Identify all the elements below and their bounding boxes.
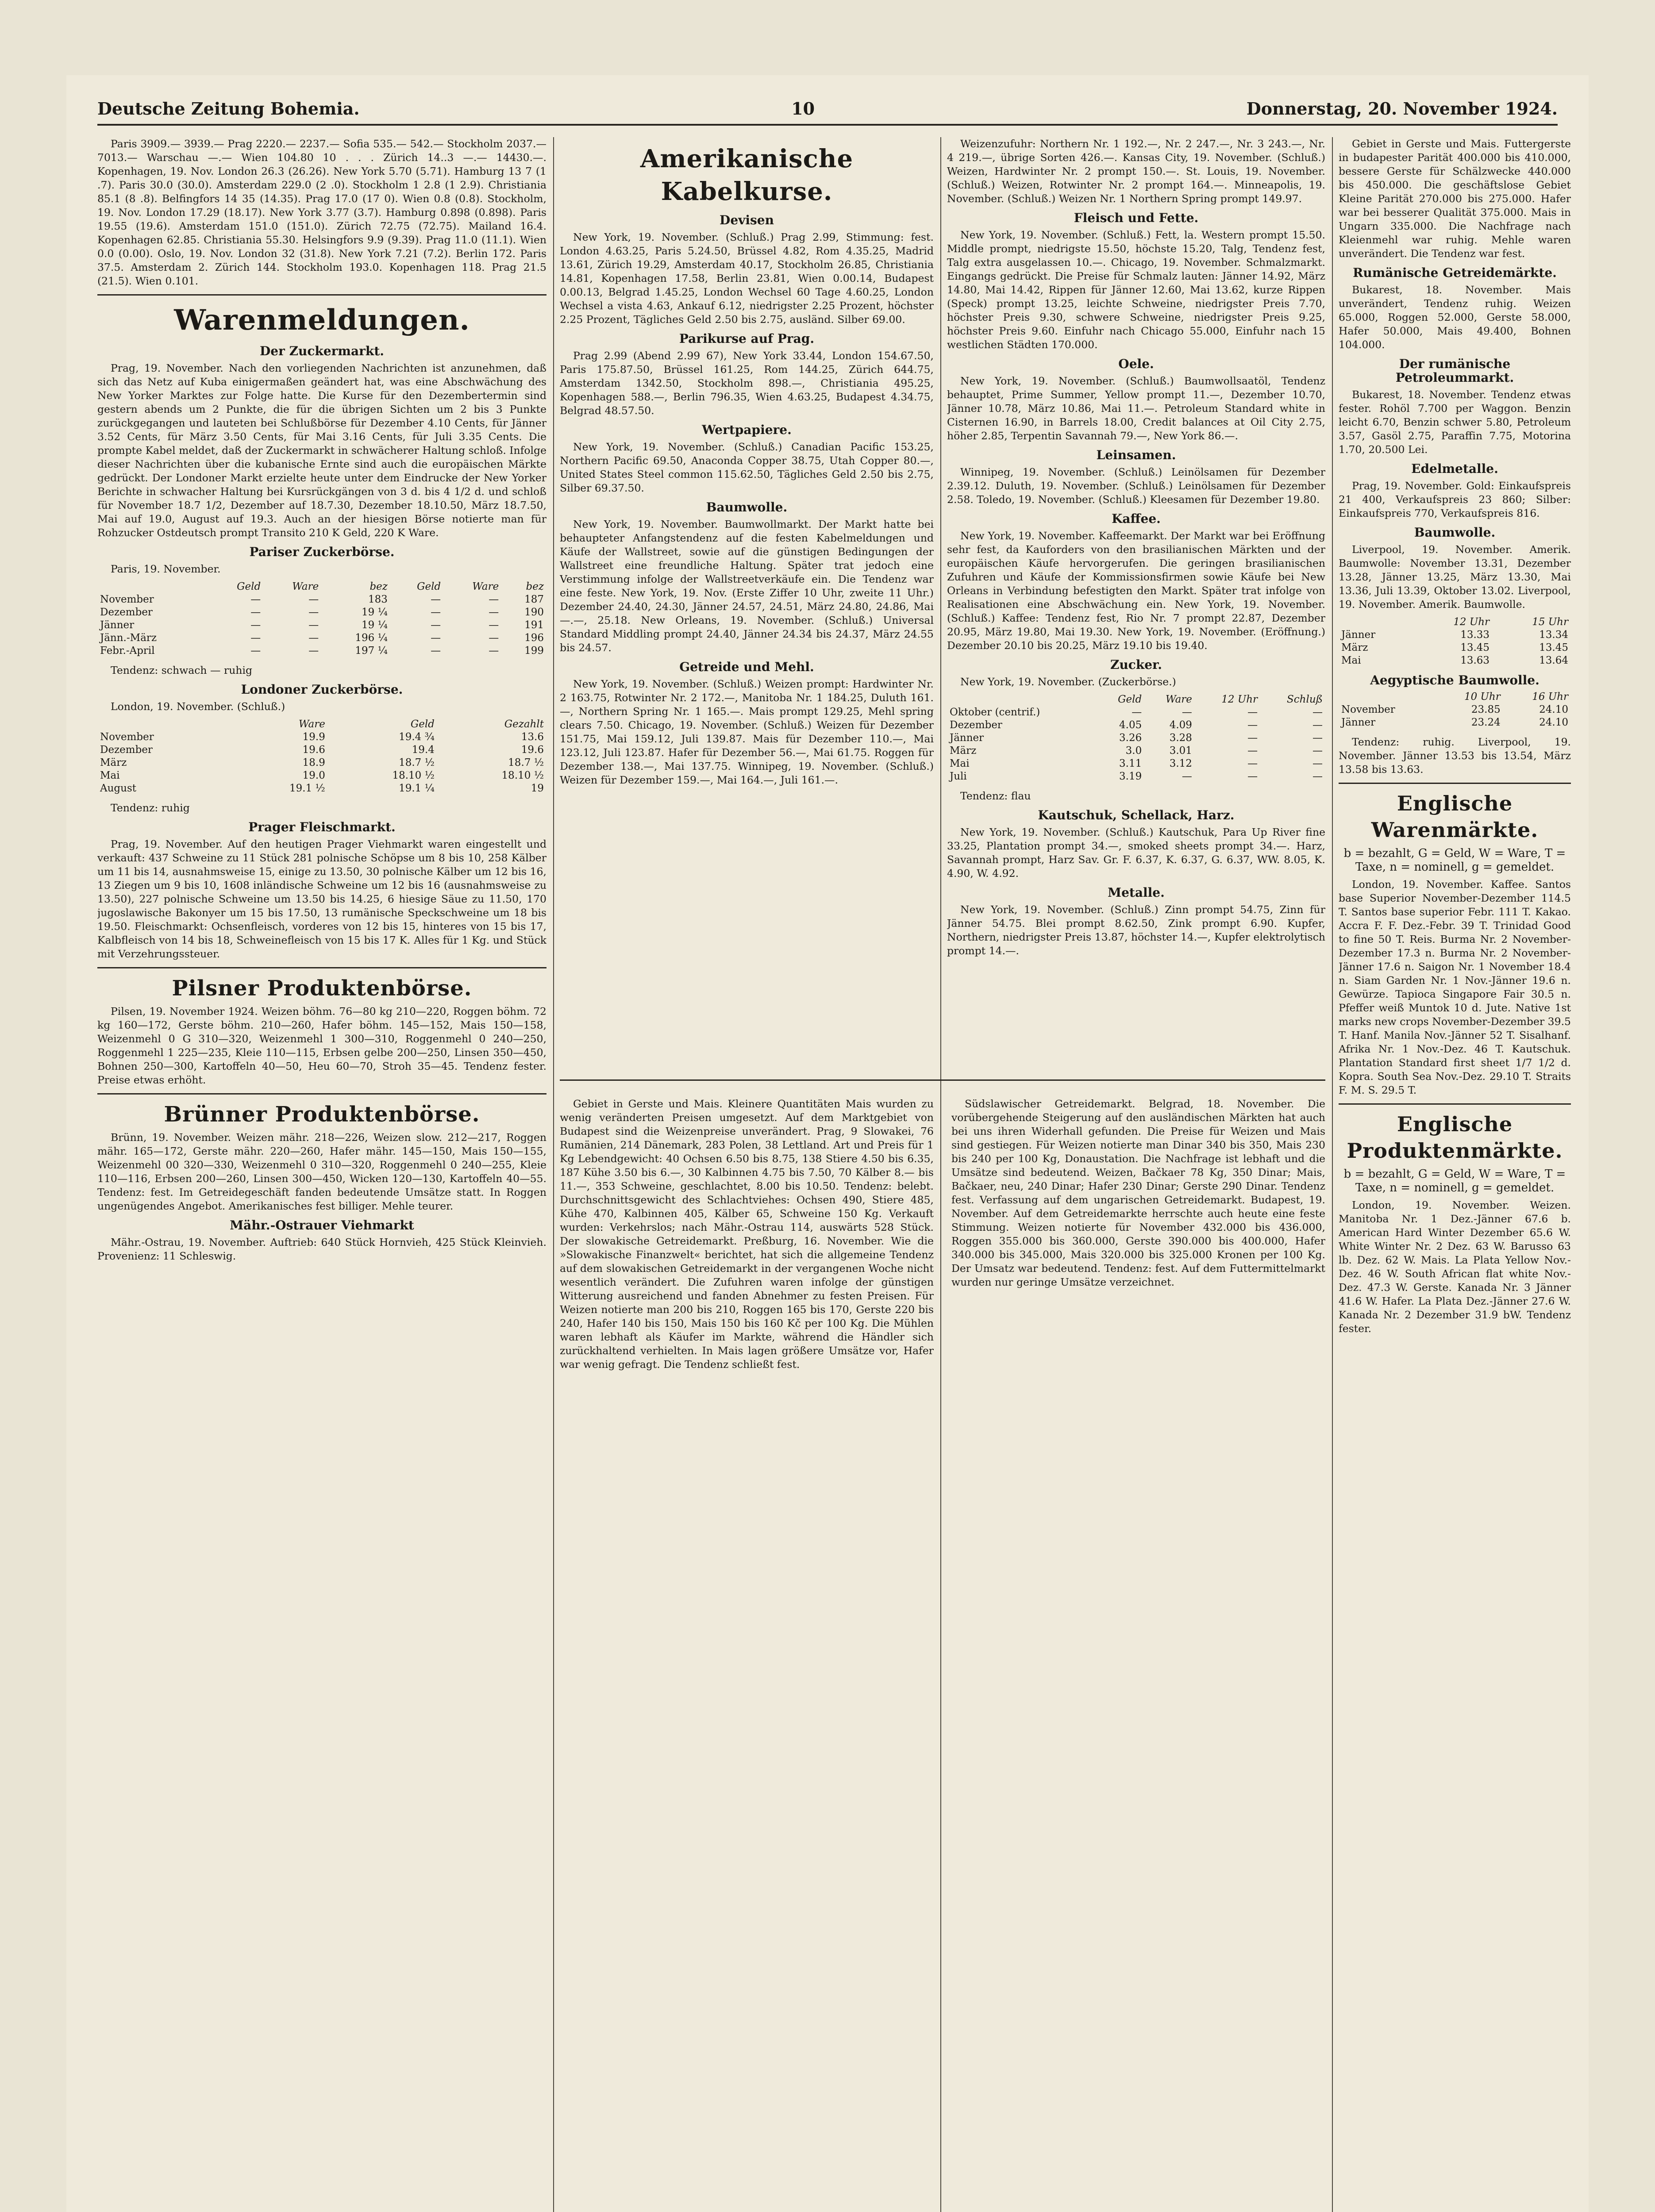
table-cell: 13.34: [1539, 629, 1568, 641]
london-sugar-table: [97, 718, 547, 795]
zuckermarkt-text: Prag, 19. November. Nach den vorliegenden Nachrichten ist anzunehmen, daß sich das Netz auf Kuba einigermaßen geändert hat, was eine Abschwächung des New Yorker Marktes zur Folge hatte. Die Kurse für den Dezembertermin sind gestern abends um 2 Punkte, die für die übrigen Sichten um 2 bis 3 Punkte zurückgegangen und lauteten bei Schlußbörse für Dezember 4.10 Cents, für Jänner 3.52 Cents, für März 3.50 Cents, für Mai 3.16 Cents, für Juli 3.35 Cents. Die prompte Kabel meldet, daß der Zuckermarkt in schwächerer Haltung schloß. Infolge dieser Nachrichten über die kubanische Ernte sind auch die europäischen Märkte gedrückt. Der Londoner Markt erzielte heute unter dem Eindrucke der New Yorker Berichte in schwacher Haltung bei Kursrückgängen von 3 d. bis 4 1/2 d. und schloß für November 18.7 1/2, Dezember auf 18.7.30, Dezember 18.10.50, März 18.7.50, Mai auf 19.0, August auf 19.3. Auch an der hiesigen Börse notierte man für Rohzucker Ostdeutsch prompt Transito 210 K Geld, 220 K Ware.: [97, 362, 547, 539]
table-header: Ware: [1165, 694, 1192, 705]
table-cell: —: [1182, 771, 1192, 782]
divider: [97, 1093, 547, 1094]
paris-sugar-intro: Paris, 19. November.: [111, 563, 221, 575]
newspaper-page: [66, 75, 1589, 2212]
table-cell: —: [250, 594, 261, 605]
table-cell: —: [250, 632, 261, 644]
pilsen-title: Pilsner Produktenbörse.: [172, 976, 472, 1001]
section-title-kabelkurse: Amerikanische Kabelkurse.: [640, 144, 854, 206]
table-cell: 3.19: [1119, 771, 1142, 782]
paris-sugar-heading: Pariser Zuckerbörse.: [249, 545, 395, 559]
baumwolle-heading: Baumwolle.: [706, 500, 788, 515]
table-header-row: [1339, 616, 1571, 629]
baumwolle-text: Liverpool, 19. November. Amerik. Baumwolle: November 13.31, Dezember 13.28, Jänner 13.25, März 13.30, Mai 13.36, Juli 13.39, Oktober 13.02. Liverpool, 19. November. Amerik. Baumwolle.: [1339, 543, 1571, 611]
table-cell: 18.9: [302, 757, 325, 768]
table-cell: —: [1312, 732, 1323, 744]
table-row: [97, 606, 547, 619]
divider: [97, 967, 547, 968]
table-row: [947, 770, 1325, 783]
table-cell: —: [431, 632, 441, 644]
kautschuk-heading: Kautschuk, Schellack, Harz.: [1038, 808, 1235, 822]
lower-wide-block: [560, 1097, 1325, 2212]
table-row: [97, 645, 547, 657]
divider: [560, 1079, 1325, 1081]
table-cell: 19.1 ¼: [399, 783, 435, 794]
page-number: 10: [791, 98, 815, 119]
parikurse-heading: Parikurse auf Prag.: [679, 331, 815, 346]
baumwolle-text: New York, 19. November. Baumwollmarkt. Der Markt hatte bei behaupteter Anfangstendenz auf die festen Kabelmeldungen und Käufe der Wallstreet, sowie auf die günstigen Bedingungen der Wallstreet eine freundliche Haltung. Später trat jedoch eine Verstimmung infolge der Wallstreetverkäufe ein. Die Tendenz war eine feste. New York, 19. Nov. (Erste Ziffer 10 Uhr, zweite 11 Uhr.) Dezember 24.40, 24.30, Jänner 24.57, 24.51, März 24.80, 24.86, Mai —.—, 25.18. New Orleans, 19. November. (Schluß.) Universal Standard Middling prompt 24.40, Jänner 24.34 bis 24.37, März 24.55 bis 24.57.: [560, 518, 934, 654]
table-cell: 13.64: [1539, 655, 1568, 666]
table-cell: —: [1247, 771, 1258, 782]
table-cell: 23.24: [1471, 717, 1501, 728]
kaffee-text: New York, 19. November. Kaffeemarkt. Der Markt war bei Eröffnung sehr fest, da Kauforders von den brasilianischen Märkten und der europäischen Käufe hervorgerufen. Die geringen brasilianischen Zufuhren und Käufe der Kommissionsfirmen sowie Käufe bei New Orleans in Verbindung befestigten den Markt. Später trat infolge von Realisationen eine Abschwächung ein. New York, 19. November. (Schluß.) Kaffee: Tendenz fest, Rio Nr. 7 prompt 22.87, Dezember 20.95, März 19.80, Mai 19.30. New York, 19. November. (Eröffnung.) Dezember 20.10 bis 20.25, März 19.10 bis 19.40.: [947, 530, 1325, 652]
table-cell: —: [1247, 719, 1258, 731]
table-cell: —: [308, 607, 319, 618]
table-cell: Juli: [950, 771, 967, 782]
suedslawisch-text: Südslawischer Getreidemarkt. Belgrad, 18. November. Die vorübergehende Steigerung auf den ausländischen Märkten hat auch bei uns ihren Widerhall gefunden. Die Preise für Weizen und Mais sind gestiegen. Für Weizen notierte man Dinar 340 bis 350, Mais 230 bis 240 per 100 Kg, Donaustation. Die Nachfrage ist lebhaft und die Umsätze sind bedeutend. Weizen, Bačkaer 78 Kg, 350 Dinar; Mais, Bačkaer, neu, 240 Dinar; Hafer 230 Dinar; Gerste 290 Dinar. Tendenz fest. Verfassung auf dem ungarischen Getreidemarkt. Budapest, 19. November. Auf dem Getreidemarkte herrschte auch heute eine feste Stimmung. Weizen notierte für November 432.000 bis 436.000, Roggen 355.000 bis 360.000, Gerste 390.000 bis 400.000, Hafer 340.000 bis 345.000, Mais 320.000 bis 325.000 Kronen per 100 Kg. Der Umsatz war bedeutend. Tendenz: fest. Auf dem Futtermittelmarkt wurden nur geringe Umsätze verzeichnet.: [951, 1098, 1325, 1288]
table-cell: 3.0: [1125, 745, 1142, 757]
petrol-text: Bukarest, 18. November. Tendenz etwas fester. Rohöl 7.700 per Waggon. Benzin leicht 6.70, Benzin schwer 5.80, Petroleum 3.57, Gasöl 2.75, Paraffin 7.75, Motorina 1.70, 20.500 Lei.: [1339, 388, 1571, 456]
table-cell: —: [489, 607, 499, 618]
london-sugar-intro: London, 19. November. (Schluß.): [111, 700, 285, 713]
table-header: Ware: [472, 581, 499, 592]
table-cell: 13.45: [1539, 642, 1568, 653]
paris-sugar-table: [97, 580, 547, 657]
englische-produktenmaerkte-title: Englische Produktenmärkte.: [1347, 1112, 1563, 1163]
table-cell: 190: [524, 607, 544, 618]
table-cell: —: [431, 645, 441, 657]
produkte-text: London, 19. November. Weizen. Manitoba Nr. 1 Dez.-Jänner 67.6 b. American Hard Winter Dezember 65.6 W. White Winter Nr. 2 Dez. 63 W. Barusso 63 lb. Dez. 62 W. Mais. La Plata Yellow Nov.-Dez. 46 W. South African flat white Nov.-Dez. 47.3 W. Gerste. Kanada Nr. 3 Jänner 41.6 W. Hafer. La Plata Dez.-Jänner 27.6 W. Kanada Nr. 2 Dezember 31.9 bW. Tendenz fester.: [1339, 1199, 1571, 1335]
table-cell: Jänner: [100, 619, 135, 631]
column-1: [97, 137, 547, 2212]
liverpool-table: [1339, 616, 1571, 667]
bruenn-title: Brünner Produktenbörse.: [164, 1102, 480, 1127]
table-cell: 18.7 ½: [508, 757, 544, 768]
table-cell: —: [250, 619, 261, 631]
petrol-heading: Der rumänische Petroleummarkt.: [1395, 357, 1514, 385]
table-header: [1339, 691, 1436, 703]
englische-text: London, 19. November. Kaffee. Santos base Superior November-Dezember 114.5 T. Santos base superior Febr. 111 T. Kakao. Accra F. F. Dez.-Febr. 39 T. Trinidad Good to fine 50 T. Reis. Burma Nr. 2 November-Dezember 17.3 n. Burma Nr. 2 November-Jänner 17.6 n. Saigon Nr. 1 November 18.4 n. Siam Garden Nr. 1 Nov.-Jänner 19.6 n. Gewürze. Tapioca Singapore Fair 30.5 n. Pfeffer weiß Muntok 10 d. Jute. Native 1st marks new crops November-Dezember 39.5 T. Hanf. Manila Nov.-Jänner 52 T. Sisalhanf. Afrika Nr. 1 Nov.-Dez. 46 T. Kautschuk. Plantation Standard first sheet 1/7 1/2 d. Kopra. South Sea Nov.-Dez. 29.10 T. Straits F. M. S. 29.5 T.: [1339, 878, 1571, 1096]
masthead-title: Deutsche Zeitung Bohemia.: [97, 98, 360, 119]
table-header: bez: [369, 581, 388, 592]
table-row: [947, 706, 1325, 719]
table-cell: —: [1132, 707, 1142, 718]
table-cell: 13.45: [1460, 642, 1490, 653]
pilsen-text: Pilsen, 19. November 1924. Weizen böhm. 76—80 kg 210—220, Roggen böhm. 72 kg 160—172, Gerste böhm. 210—260, Hafer böhm. 145—152, Mais 150—158, Weizenmehl 0 G 310—320, Weizenmehl 1 300—310, Roggenmehl 0 240—250, Roggenmehl 1 225—235, Kleie 110—115, Erbsen gelbe 200—250, Linsen 350—450, Bohnen 250—300, Kartoffeln 40—50, Heu 60—70, Stroh 35—45. Tendenz fester. Preise etwas erhöht.: [97, 1005, 547, 1086]
table-cell: 18.10 ½: [501, 770, 544, 781]
leinsamen-heading: Leinsamen.: [1096, 448, 1176, 462]
table-cell: —: [1312, 771, 1323, 782]
weizenzufuhr-text: Weizenzufuhr: Northern Nr. 1 192.—, Nr. 2 247.—, Nr. 3 243.—, Nr. 4 219.—, übrige Sorten 426.—. Kansas City, 19. November. (Schluß.) Weizen, Hardwinter Nr. 2 prompt 150.—. St. Louis, 19. November. (Schluß.) Weizen, Rotwinter Nr. 2 prompt 164.—. Minneapolis, 19. November. (Schluß.) Weizen Nr. 1 Northern Spring prompt 149.97.: [947, 138, 1325, 205]
table-header: Geld: [410, 718, 435, 730]
table-header: 10 Uhr: [1464, 691, 1501, 703]
wertpapiere-text: New York, 19. November. (Schluß.) Canadian Pacific 153.25, Northern Pacific 69.50, Anaconda Copper 38.75, Utah Copper 80.—, United States Steel common 115.62.50, Tägliches Geld 2.50 bis 2.75, Silber 69.37.50.: [560, 441, 934, 494]
table-row: [947, 757, 1325, 770]
table-cell: 199: [524, 645, 544, 657]
issue-date: Donnerstag, 20. November 1924.: [1246, 98, 1558, 119]
column-rule: [553, 137, 554, 2212]
table-cell: 24.10: [1539, 717, 1568, 728]
table-cell: 13.33: [1460, 629, 1490, 641]
table-cell: März: [950, 745, 977, 757]
getreide-text: New York, 19. November. (Schluß.) Weizen prompt: Hardwinter Nr. 2 163.75, Rotwinter Nr. 2 172.—, Manitoba Nr. 1 184.25, Duluth 161.—, Northern Spring Nr. 1 165.—. Mais prompt 129.25, Mehl spring clears 7.50. Chicago, 19. November. (Schluß.) Weizen für Dezember 151.75, Mai 159.12, Juli 139.87. Mais für Dezember 110.—, Mai 123.12, Juli 123.87. Hafer für Dezember 56.—, Mai 61.75. Roggen für Dezember 138.—, Mai 137.75. Winnipeg, 19. November. (Schluß.) Weizen für Dezember 159.—, Mai 164.—, Juli 161.—.: [560, 678, 934, 786]
table-header: Ware: [292, 581, 319, 592]
table-row: [97, 593, 547, 606]
oele-heading: Oele.: [1118, 357, 1154, 371]
zucker-heading: Zucker.: [1110, 657, 1162, 672]
column-rule: [1332, 137, 1333, 2212]
divider: [97, 294, 547, 296]
table-cell: Jänn.-März: [100, 632, 157, 644]
running-head: [97, 93, 1558, 126]
devisen-heading: Devisen: [720, 213, 774, 227]
table-header: [1339, 616, 1413, 629]
table-cell: Mai: [950, 758, 970, 769]
table-cell: —: [1247, 707, 1258, 718]
table-cell: 23.85: [1471, 704, 1501, 715]
table-header: 16 Uhr: [1532, 691, 1568, 703]
table-cell: 13.6: [521, 731, 544, 743]
table-cell: November: [1341, 704, 1395, 715]
table-cell: —: [1247, 758, 1258, 769]
table-cell: —: [1312, 707, 1323, 718]
table-cell: 196 ¼: [355, 632, 388, 644]
aegypt-table: [1339, 691, 1571, 729]
table-header: Geld: [237, 581, 261, 592]
table-header: Geld: [1118, 694, 1142, 705]
table-cell: 19.0: [302, 770, 325, 781]
table-cell: 24.10: [1539, 704, 1568, 715]
table-cell: 19.1 ½: [289, 783, 325, 794]
edelmetalle-heading: Edelmetalle.: [1411, 461, 1498, 476]
table-cell: 4.09: [1169, 719, 1192, 731]
table-header: 15 Uhr: [1532, 616, 1568, 628]
rumaen-heading: Rumänische Getreidemärkte.: [1353, 265, 1557, 280]
table-row: [947, 719, 1325, 732]
table-cell: —: [431, 619, 441, 631]
zucker-tendency: Tendenz: flau: [960, 790, 1031, 802]
table-cell: 3.01: [1169, 745, 1192, 757]
table-cell: —: [431, 607, 441, 618]
table-cell: —: [1312, 745, 1323, 757]
kaffee-heading: Kaffee.: [1112, 511, 1161, 526]
table-cell: 3.26: [1119, 732, 1142, 744]
oele-text: New York, 19. November. (Schluß.) Baumwollsaatöl, Tendenz behauptet, Prime Summer, Yellow prompt 11.—, Dezember 10.70, Jänner 10.78, März 10.86, Mai 11.—. Petroleum Standard white in Cisternen 16.90, in Barrels 18.00, Credit balances at Oil City 2.75, höher 2.85, Terpentin Savannah 79.—, New York 86.—.: [947, 375, 1325, 442]
table-cell: November: [100, 731, 154, 743]
table-cell: —: [308, 619, 319, 631]
table-row: [947, 732, 1325, 745]
englische-legend: b = bezahlt, G = Geld, W = Ware, T = Taxe, n = nominell, g = gemeldet.: [1343, 847, 1566, 874]
table-row: [1339, 629, 1571, 641]
table-header: 12 Uhr: [1221, 694, 1258, 705]
table-row: [1339, 703, 1571, 716]
table-cell: —: [1182, 707, 1192, 718]
table-cell: 18.10 ½: [392, 770, 435, 781]
fleischmarkt-heading: Prager Fleischmarkt.: [248, 820, 396, 834]
rumaen-text: Bukarest, 18. November. Mais unverändert, Tendenz ruhig. Weizen 65.000, Roggen 52.000, Gerste 58.000, Hafer 50.000, Mais 49.400, Bohnen 104.000.: [1339, 284, 1571, 351]
wertpapiere-heading: Wertpapiere.: [702, 422, 792, 437]
table-cell: —: [489, 594, 499, 605]
table-cell: —: [1247, 732, 1258, 744]
table-header: Geld: [417, 581, 441, 592]
table-cell: —: [1312, 758, 1323, 769]
ostrau-text: Mähr.-Ostrau, 19. November. Auftrieb: 640 Stück Hornvieh, 425 Stück Kleinvieh. Provenienz: 11 Schleswig.: [97, 1236, 547, 1262]
table-row: [97, 744, 547, 757]
lower-left-text: [560, 1097, 934, 2212]
table-cell: 3.12: [1169, 758, 1192, 769]
table-cell: März: [1341, 642, 1368, 653]
table-cell: —: [250, 645, 261, 657]
column-2: [560, 137, 934, 1088]
divider: [1339, 1103, 1571, 1105]
table-cell: —: [1247, 745, 1258, 757]
table-cell: —: [489, 645, 499, 657]
kautschuk-text: New York, 19. November. (Schluß.) Kautschuk, Para Up River fine 33.25, Plantation prompt 34.—, smoked sheets prompt 34.—. Harz, Savannah prompt, Harz Sav. Gr. F. 6.37, K. 6.37, G. 6.37, WW. 8.05, K. 4.90, W. 4.92.: [947, 826, 1325, 879]
table-cell: Jänner: [950, 732, 984, 744]
table-cell: 3.28: [1169, 732, 1192, 744]
table-row: [97, 769, 547, 782]
table-cell: 19.6: [302, 744, 325, 756]
gerste-mais-text: Gebiet in Gerste und Mais. Futtergerste in budapester Parität 400.000 bis 410.000, bessere Gerste für Schälzwecke 440.000 bis 450.000. Die geschäftslose Gebiet Kleine Parität 270.000 bis 275.000. Hafer war bei besserer Qualität 375.000. Mais in Ungarn 335.000. Die Nachfrage nach Kleienmehl war ruhig. Mehle waren unverändert. Die Tendenz war fest.: [1339, 138, 1571, 260]
table-cell: 13.63: [1460, 655, 1490, 666]
table-row: [947, 745, 1325, 757]
metalle-heading: Metalle.: [1108, 885, 1165, 900]
table-header: bez: [526, 581, 544, 592]
table-cell: August: [100, 783, 137, 794]
table-cell: Dezember: [100, 607, 153, 618]
zuckermarkt-heading: Der Zuckermarkt.: [259, 344, 384, 358]
aegypt-heading: Aegyptische Baumwolle.: [1370, 673, 1540, 687]
table-cell: 4.05: [1119, 719, 1142, 731]
table-cell: 19.9: [302, 731, 325, 743]
table-header: [947, 693, 1098, 706]
table-row: [97, 619, 547, 632]
table-cell: —: [1312, 719, 1323, 731]
table-cell: Dezember: [950, 719, 1002, 731]
parikurse-text: Prag 2.99 (Abend 2.99 67), New York 33.44, London 154.67.50, Paris 175.87.50, Brüssel 161.25, Rom 144.25, Zürich 644.75, Amsterdam 1342.50, Stockholm 898.—, Christiania 495.25, Kopenhagen 588.—, Berlin 796.35, Wien 4.63.25, Budapest 4.34.75, Belgrad 48.57.50.: [560, 349, 934, 417]
table-cell: 19 ¼: [362, 619, 388, 631]
fleisch-fette-heading: Fleisch und Fette.: [1074, 211, 1199, 225]
table-row: [97, 757, 547, 769]
table-cell: 19.4: [412, 744, 435, 756]
baumwolle-heading: Baumwolle.: [1414, 525, 1496, 540]
table-cell: 18.7 ½: [399, 757, 435, 768]
table-cell: 19.4 ¾: [399, 731, 435, 743]
table-row: [1339, 654, 1571, 667]
exchange-rates-text: Paris 3909.— 3939.— Prag 2220.— 2237.— Sofia 535.— 542.— Stockholm 2037.— 7013.— Warschau —.— Wien 104.80 10 . . . Zürich 14..3 —.— 14430.—. Kopenhagen, 19. Nov. London 26.3 (26.26). New York 5.70 (5.71). Hamburg 13 7 (1 .7). Paris 30.0 (30.0). Amsterdam 229.0 (2 .0). Stockholm 1 2.8 (1 2.9). Christiania 85.1 (8 .8). Belfingfors 14 35 (14.35). Prag 17.0 (17 0). Wien 0.8 (0.8). Stockholm, 19. Nov. London 17.29 (18.17). New York 3.77 (3.7). Hamburg 0.898 (0.898). Paris 19.55 (19.6). Amsterdam 151.0 (151.0). Zürich 72.75 (72.75). Mailand 16.4. Kopenhagen 62.85. Christiania 55.30. Helsingfors 9.9 (9.39). Prag 11.0 (11.1). Wien 0.0 (0.00). Oslo, 19. Nov. London 32 (31.8). New York 7.21 (7.2). Berlin 172. Paris 37.5. Amsterdam 2. Zürich 144. Stockholm 193.0. Kopenhagen 118. Prag 21.5 (21.5). Wien 0.101.: [97, 138, 547, 287]
table-header: [97, 580, 210, 593]
section-title-warenmeldungen: Warenmeldungen.: [174, 303, 470, 337]
fleisch-fette-text: New York, 19. November. (Schluß.) Fett, la. Western prompt 15.50. Middle prompt, niedrigste 15.50, höchste 15.20, Talg, Tendenz fest, Talg extra ausgelassen 10.—. Chicago, 19. November. Schmalzmarkt. Eingangs gedrückt. Die Preise für Schmalz lauten: Jänner 14.92, März 14.80, Mai 14.42, Rippen für Jänner 12.60, Mai 13.62, kurze Rippen (Speck) prompt 13.25, leichte Schweine, niedrigster Preis 7.70, höchster Preis 9.30, schwere Schweine, niedrigster Preis 9.25, höchster Preis 9.60. Einfuhr nach Chicago 55.000, Einfuhr nach 15 westlichen Städten 170.000.: [947, 229, 1325, 351]
table-cell: Jänner: [1341, 629, 1376, 641]
table-cell: März: [100, 757, 127, 768]
london-sugar-tendency: Tendenz: ruhig: [111, 802, 190, 814]
table-cell: 19.6: [521, 744, 544, 756]
table-cell: 19: [531, 783, 544, 794]
table-cell: 19 ¼: [362, 607, 388, 618]
table-cell: Oktober (centrif.): [950, 707, 1040, 718]
table-cell: —: [489, 619, 499, 631]
zucker-intro: New York, 19. November. (Zuckerbörse.): [960, 676, 1176, 688]
table-header: 12 Uhr: [1453, 616, 1490, 628]
table-header-row: [97, 718, 547, 731]
aegypt-tendency: Tendenz: ruhig. Liverpool, 19. November. Jänner 13.53 bis 13.54, März 13.58 bis 13.63.: [1339, 736, 1571, 776]
table-row: [97, 782, 547, 795]
table-cell: Febr.-April: [100, 645, 155, 657]
table-cell: —: [489, 632, 499, 644]
table-header: Gezahlt: [504, 718, 544, 730]
table-header-row: [947, 693, 1325, 706]
table-cell: 3.11: [1119, 758, 1142, 769]
table-cell: —: [308, 645, 319, 657]
getreide-heading: Getreide und Mehl.: [679, 660, 814, 674]
slowakei-text: Gebiet in Gerste und Mais. Kleinere Quantitäten Mais wurden zu wenig veränderten Preisen umgesetzt. Auf dem Marktgebiet von Budapest sind die Weizenpreise unverändert. Prag, 9 Slowakei, 76 Rumänien, 214 Dänemark, 283 Polen, 38 Lettland. Art und Preis für 1 Kg Lebendgewicht: 40 Ochsen 6.50 bis 8.75, 138 Stiere 4.50 bis 6.35, 187 Kühe 3.50 bis 6.—, 30 Kalbinnen 4.75 bis 7.50, 70 Kälber 8.— bis 11.—, 353 Schweine, geschlachtet, 8.00 bis 10.50. Tendenz: belebt. Durchschnittsgewicht des Schlachtviehes: Ochsen 490, Stiere 485, Kühe 470, Kalbinnen 405, Kälber 65, Schweine 150 Kg. Verkauft wurden: Verkehrslos; nach Mähr.-Ostrau 114, auswärts 528 Stück. Der slowakische Getreidemarkt. Preßburg, 16. November. Wie die »Slowakische Finanzwelt« berichtet, hat sich die allgemeine Tendenz auf dem slowakischen Getreidemarkt in der vergangenen Woche nicht wesentlich verändert. Die Zufuhren waren infolge der günstigen Witterung ausreichend und fanden Abnehmer zu festen Preisen. Für Weizen notierte man 200 bis 210, Roggen 165 bis 170, Gerste 220 bis 240, Hafer 140 bis 150, Mais 150 bis 160 Kč per 100 Kg. Die Mühlen waren lebhaft als Käufer im Markte, während die Händler sich zurückhaltend verhielten. In Mais lagen größere Umsätze vor, Hafer war wenig gefragt. Die Tendenz schließt fest.: [560, 1098, 934, 1371]
table-cell: —: [308, 632, 319, 644]
table-cell: Jänner: [1341, 717, 1376, 728]
table-header: Schluß: [1287, 694, 1323, 705]
table-cell: —: [250, 607, 261, 618]
englische-warenmaerkte-title: Englische Warenmärkte.: [1371, 791, 1539, 842]
metalle-text: New York, 19. November. (Schluß.) Zinn prompt 54.75, Zinn für Jänner 54.75. Blei prompt 8.62.50, Zink prompt 6.90. Kupfer, Northern, niedrigster Preis 13.87, höchster 14.—, Kupfer elektrolytisch prompt 14.—.: [947, 903, 1325, 957]
table-cell: 196: [524, 632, 544, 644]
table-cell: Mai: [1341, 655, 1361, 666]
edelmetalle-text: Prag, 19. November. Gold: Einkaufspreis 21 400, Verkaufspreis 23 860; Silber: Einkaufspreis 770, Verkaufspreis 816.: [1339, 480, 1571, 519]
column-4: [1339, 137, 1571, 2212]
ostrau-heading: Mähr.-Ostrauer Viehmarkt: [230, 1218, 414, 1233]
london-sugar-heading: Londoner Zuckerbörse.: [241, 682, 403, 697]
devisen-text: New York, 19. November. (Schluß.) Prag 2.99, Stimmung: fest. London 4.63.25, Paris 5.24.50, Brüssel 4.82, Rom 4.35.25, Madrid 13.61, Zürich 19.29, Amsterdam 40.17, Stockholm 26.85, Christiania 14.81, Kopenhagen 17.58, Berlin 23.81, Wien 0.00.14, Budapest 0.00.13, Belgrad 1.45.25, London Wechsel 60 Tage 4.60.25, London Wechsel a vista 4.63, Ankauf 6.12, niedrigster 2.25 Prozent, höchster 2.25 Prozent, Tägliches Geld 2.50 bis 2.75, ausländ. Silber 69.00.: [560, 231, 934, 326]
table-cell: 197 ¼: [355, 645, 388, 657]
table-row: [1339, 716, 1571, 729]
table-row: [97, 731, 547, 744]
divider: [1339, 783, 1571, 784]
table-row: [97, 632, 547, 645]
table-cell: —: [308, 594, 319, 605]
table-cell: 183: [368, 594, 388, 605]
table-cell: November: [100, 594, 154, 605]
table-cell: —: [431, 594, 441, 605]
produkte-legend: b = bezahlt, G = Geld, W = Ware, T = Taxe, n = nominell, g = gemeldet.: [1343, 1167, 1566, 1194]
leinsamen-text: Winnipeg, 19. November. (Schluß.) Leinölsamen für Dezember 2.39.12. Duluth, 19. November. (Schluß.) Leinölsamen für Dezember 2.58. Toledo, 19. November. (Schluß.) Kleesamen für Dezember 19.80.: [947, 466, 1325, 506]
table-header-row: [97, 580, 547, 593]
table-cell: 191: [524, 619, 544, 631]
ny-sugar-table: [947, 693, 1325, 783]
lower-right-text: [951, 1097, 1325, 2212]
table-cell: Dezember: [100, 744, 153, 756]
table-cell: 187: [524, 594, 544, 605]
column-3: [947, 137, 1325, 1088]
column-rule: [940, 1097, 941, 2212]
fleischmarkt-text: Prag, 19. November. Auf den heutigen Prager Viehmarkt waren eingestellt und verkauft: 437 Schweine zu 11 Stück 281 polnische Schöpse um 8 bis 10, 258 Kälber um 11 bis 14, ausnahmsweise 15, einige zu 13.50, 30 polnische Kälber um 12 bis 16, 13 Ziegen um 9 bis 10, 1608 inländische Schweine um 12 bis 16 (ausnahmsweise zu 13.50), 227 polnische Schweine um 13.50 bis 14.25, 6 hiesige Säue zu 11.50, 170 jugoslawische Bakonyer um 15 bis 17.50, 13 rumänische Speckschweine um 18 bis 19.50. Fleischmarkt: Ochsenfleisch, vorderes von 12 bis 15, hinteres von 15 bis 17, Kalbfleisch von 14 bis 18, Schweinefleisch von 15 bis 17 K. Alles für 1 Kg. und Stück mit Verzehrungssteuer.: [97, 838, 547, 960]
table-row: [1339, 641, 1571, 654]
bruenn-text: Brünn, 19. November. Weizen mähr. 218—226, Weizen slow. 212—217, Roggen mähr. 165—172, Gerste mähr. 220—260, Hafer mähr. 145—150, Mais 150—155, Weizenmehl 00 320—330, Weizenmehl 0 310—320, Roggenmehl 0 240—255, Kleie 110—116, Erbsen 200—260, Linsen 300—450, Wicken 120—130, Kartoffeln 40—55. Tendenz: fest. Im Getreidegeschäft fanden bedeutende Umsätze statt. In Roggen ungenügendes Angebot. Amerikanisches fest billiger. Mehle teurer.: [97, 1131, 547, 1212]
table-header-row: [1339, 691, 1571, 703]
table-header: [97, 718, 233, 731]
table-cell: Mai: [100, 770, 120, 781]
paris-sugar-tendency: Tendenz: schwach — ruhig: [111, 664, 253, 676]
table-header: Ware: [298, 718, 325, 730]
